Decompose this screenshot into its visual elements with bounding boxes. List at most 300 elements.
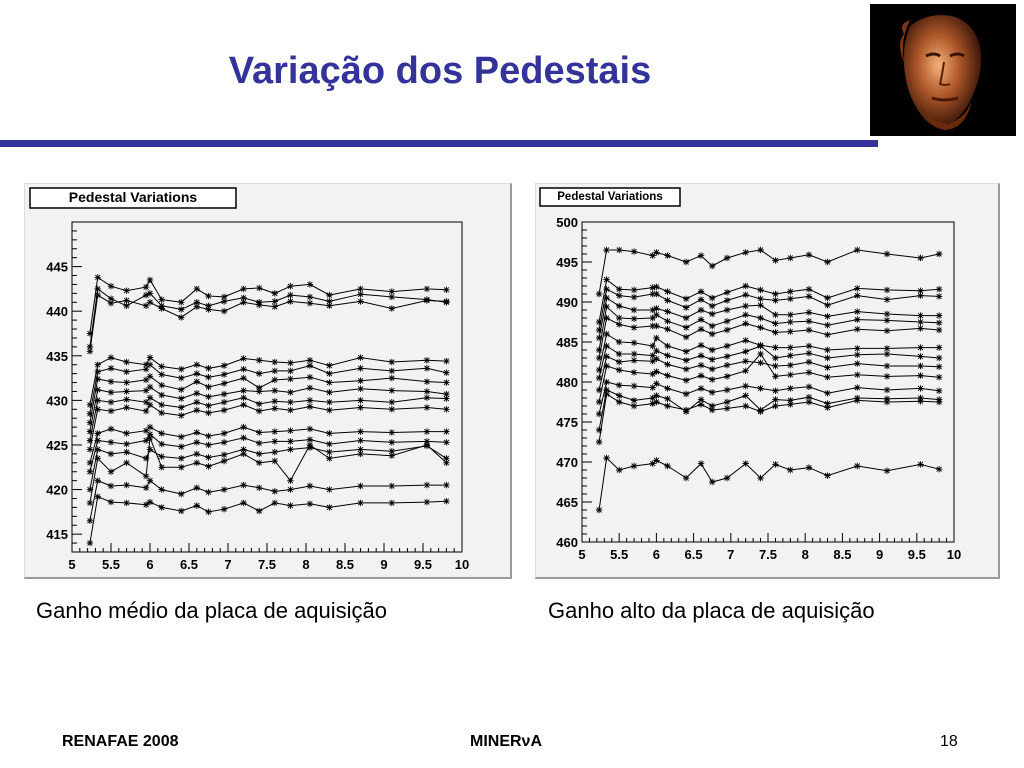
- data-point: [147, 290, 153, 296]
- data-point: [205, 433, 211, 439]
- data-point: [205, 394, 211, 400]
- data-point: [757, 385, 763, 391]
- data-point: [159, 305, 165, 311]
- data-point: [664, 372, 670, 378]
- y-tick-label: 415: [46, 527, 68, 543]
- data-point: [917, 398, 923, 404]
- data-point: [709, 356, 715, 362]
- y-tick-label: 445: [46, 259, 68, 275]
- data-point: [698, 288, 704, 294]
- chart-title: Pedestal Variations: [68, 189, 198, 205]
- data-point: [683, 407, 689, 413]
- data-point: [272, 387, 278, 393]
- data-point: [95, 386, 101, 392]
- data-point: [221, 298, 227, 304]
- data-point: [884, 328, 890, 334]
- x-tick-label: 7: [727, 547, 735, 562]
- data-point: [806, 399, 812, 405]
- data-point: [256, 429, 262, 435]
- data-point: [221, 458, 227, 464]
- data-point: [326, 449, 332, 455]
- data-point: [389, 483, 395, 489]
- data-point: [178, 491, 184, 497]
- data-point: [95, 446, 101, 452]
- data-point: [307, 442, 313, 448]
- data-point: [772, 329, 778, 335]
- data-point: [307, 374, 313, 380]
- data-point: [616, 467, 622, 473]
- data-point: [772, 297, 778, 303]
- data-point: [742, 283, 748, 289]
- data-point: [147, 384, 153, 390]
- data-point: [757, 324, 763, 330]
- data-point: [724, 399, 730, 405]
- data-point: [221, 439, 227, 445]
- data-point: [221, 486, 227, 492]
- data-point: [683, 475, 689, 481]
- data-point: [357, 437, 363, 443]
- data-point: [683, 377, 689, 383]
- data-point: [205, 403, 211, 409]
- data-point: [709, 407, 715, 413]
- y-tick-label: 440: [46, 304, 68, 320]
- data-point: [159, 486, 165, 492]
- data-point: [824, 295, 830, 301]
- y-tick-label: 435: [46, 348, 68, 364]
- data-point: [205, 365, 211, 371]
- data-point: [698, 326, 704, 332]
- data-point: [87, 446, 93, 452]
- data-point: [256, 508, 262, 514]
- data-point: [256, 370, 262, 376]
- data-point: [787, 385, 793, 391]
- data-point: [389, 359, 395, 365]
- data-point: [194, 370, 200, 376]
- data-point: [443, 358, 449, 364]
- data-point: [631, 340, 637, 346]
- y-tick-label: 420: [46, 482, 68, 498]
- data-point: [95, 362, 101, 368]
- data-point: [357, 451, 363, 457]
- data-point: [616, 315, 622, 321]
- data-point: [698, 401, 704, 407]
- data-point: [683, 259, 689, 265]
- data-point: [272, 398, 278, 404]
- data-point: [884, 373, 890, 379]
- data-point: [884, 251, 890, 257]
- data-point: [256, 401, 262, 407]
- data-point: [806, 318, 812, 324]
- x-tick-label: 5.5: [101, 557, 121, 572]
- data-point: [854, 352, 860, 358]
- data-point: [443, 439, 449, 445]
- data-point: [178, 375, 184, 381]
- data-point: [787, 401, 793, 407]
- data-point: [854, 463, 860, 469]
- y-tick-label: 465: [556, 495, 578, 510]
- data-point: [256, 302, 262, 308]
- data-point: [787, 362, 793, 368]
- data-point: [936, 388, 942, 394]
- data-point: [596, 439, 602, 445]
- data-point: [194, 399, 200, 405]
- data-point: [824, 332, 830, 338]
- data-point: [240, 500, 246, 506]
- data-point: [221, 380, 227, 386]
- data-point: [772, 388, 778, 394]
- data-point: [664, 463, 670, 469]
- data-point: [256, 451, 262, 457]
- data-point: [653, 368, 659, 374]
- data-point: [424, 365, 430, 371]
- data-point: [287, 407, 293, 413]
- data-point: [787, 467, 793, 473]
- data-point: [772, 257, 778, 263]
- data-point: [194, 429, 200, 435]
- data-point: [806, 343, 812, 349]
- data-point: [108, 499, 114, 505]
- data-point: [240, 375, 246, 381]
- data-point: [917, 255, 923, 261]
- data-point: [884, 311, 890, 317]
- y-tick-label: 430: [46, 393, 68, 409]
- data-point: [664, 252, 670, 258]
- data-point: [287, 399, 293, 405]
- data-point: [87, 348, 93, 354]
- data-point: [806, 464, 812, 470]
- data-point: [287, 428, 293, 434]
- data-point: [724, 373, 730, 379]
- data-point: [742, 460, 748, 466]
- data-point: [178, 444, 184, 450]
- data-point: [824, 302, 830, 308]
- data-point: [757, 360, 763, 366]
- data-point: [709, 389, 715, 395]
- data-point: [936, 320, 942, 326]
- data-point: [664, 385, 670, 391]
- data-point: [123, 441, 129, 447]
- data-point: [631, 316, 637, 322]
- data-point: [824, 374, 830, 380]
- data-point: [178, 314, 184, 320]
- data-point: [698, 460, 704, 466]
- data-point: [698, 342, 704, 348]
- data-point: [936, 286, 942, 292]
- x-tick-label: 8.5: [335, 557, 355, 572]
- data-point: [884, 296, 890, 302]
- data-point: [709, 376, 715, 382]
- data-point: [147, 477, 153, 483]
- data-point: [742, 249, 748, 255]
- data-point: [357, 428, 363, 434]
- data-point: [742, 320, 748, 326]
- footer-experiment: MINERνA: [470, 733, 543, 750]
- data-point: [653, 312, 659, 318]
- data-point: [603, 315, 609, 321]
- data-point: [936, 355, 942, 361]
- data-point: [884, 351, 890, 357]
- data-point: [123, 287, 129, 293]
- data-point: [757, 315, 763, 321]
- data-point: [936, 327, 942, 333]
- x-tick-label: 7.5: [257, 557, 277, 572]
- data-point: [205, 463, 211, 469]
- data-point: [742, 358, 748, 364]
- data-point: [307, 300, 313, 306]
- data-point: [603, 363, 609, 369]
- data-point: [240, 395, 246, 401]
- data-point: [854, 308, 860, 314]
- data-point: [307, 501, 313, 507]
- data-point: [221, 371, 227, 377]
- data-point: [272, 438, 278, 444]
- data-point: [616, 339, 622, 345]
- data-point: [272, 405, 278, 411]
- data-point: [272, 359, 278, 365]
- data-point: [194, 304, 200, 310]
- data-point: [194, 390, 200, 396]
- data-point: [917, 312, 923, 318]
- data-point: [742, 292, 748, 298]
- data-point: [389, 294, 395, 300]
- data-point: [95, 430, 101, 436]
- data-point: [95, 477, 101, 483]
- data-point: [884, 468, 890, 474]
- data-point: [603, 295, 609, 301]
- data-point: [683, 357, 689, 363]
- data-point: [936, 251, 942, 257]
- data-point: [221, 308, 227, 314]
- data-point: [424, 428, 430, 434]
- data-point: [806, 327, 812, 333]
- data-point: [884, 399, 890, 405]
- x-tick-label: 10: [454, 557, 470, 572]
- data-point: [806, 350, 812, 356]
- data-point: [884, 317, 890, 323]
- data-point: [178, 434, 184, 440]
- data-point: [917, 319, 923, 325]
- data-point: [917, 292, 923, 298]
- data-point: [806, 293, 812, 299]
- data-point: [757, 475, 763, 481]
- data-point: [724, 327, 730, 333]
- data-point: [824, 390, 830, 396]
- data-point: [108, 389, 114, 395]
- data-point: [936, 293, 942, 299]
- data-point: [87, 469, 93, 475]
- chart-panel-left: [24, 183, 512, 579]
- data-point: [824, 364, 830, 370]
- data-point: [824, 313, 830, 319]
- data-point: [884, 287, 890, 293]
- data-point: [143, 284, 149, 290]
- data-point: [194, 362, 200, 368]
- data-point: [159, 363, 165, 369]
- data-point: [824, 472, 830, 478]
- data-point: [123, 379, 129, 385]
- data-point: [631, 403, 637, 409]
- data-point: [616, 382, 622, 388]
- data-point: [683, 315, 689, 321]
- data-point: [143, 408, 149, 414]
- data-point: [307, 294, 313, 300]
- data-point: [443, 482, 449, 488]
- data-point: [287, 283, 293, 289]
- data-point: [123, 460, 129, 466]
- data-point: [123, 359, 129, 365]
- data-point: [683, 334, 689, 340]
- data-point: [772, 355, 778, 361]
- x-tick-label: 5: [578, 547, 586, 562]
- data-point: [424, 297, 430, 303]
- y-tick-label: 425: [46, 437, 68, 453]
- data-point: [603, 455, 609, 461]
- data-point: [147, 395, 153, 401]
- data-point: [272, 449, 278, 455]
- data-point: [108, 439, 114, 445]
- data-point: [159, 402, 165, 408]
- data-point: [123, 500, 129, 506]
- data-point: [95, 286, 101, 292]
- data-point: [854, 384, 860, 390]
- data-point: [653, 305, 659, 311]
- chart-title-box: [540, 188, 680, 206]
- data-point: [653, 380, 659, 386]
- data-point: [221, 430, 227, 436]
- data-point: [326, 430, 332, 436]
- data-point: [178, 366, 184, 372]
- data-point: [287, 438, 293, 444]
- data-point: [698, 372, 704, 378]
- data-point: [123, 482, 129, 488]
- data-point: [631, 351, 637, 357]
- data-point: [664, 352, 670, 358]
- data-point: [287, 502, 293, 508]
- y-tick-label: 475: [556, 415, 578, 430]
- data-point: [724, 289, 730, 295]
- data-point: [159, 504, 165, 510]
- data-point: [272, 458, 278, 464]
- data-point: [683, 296, 689, 302]
- data-point: [724, 387, 730, 393]
- data-point: [443, 379, 449, 385]
- data-point: [205, 489, 211, 495]
- data-point: [603, 379, 609, 385]
- data-point: [95, 369, 101, 375]
- data-point: [272, 377, 278, 383]
- data-point: [757, 351, 763, 357]
- data-point: [653, 399, 659, 405]
- data-point: [631, 307, 637, 313]
- data-point: [757, 296, 763, 302]
- data-point: [389, 387, 395, 393]
- caption-medium-gain: Ganho médio da placa de aquisição: [36, 598, 388, 623]
- data-point: [824, 355, 830, 361]
- data-point: [326, 303, 332, 309]
- data-point: [123, 396, 129, 402]
- data-point: [787, 328, 793, 334]
- data-point: [123, 430, 129, 436]
- data-point: [653, 335, 659, 341]
- data-point: [205, 384, 211, 390]
- data-point: [724, 307, 730, 313]
- data-point: [603, 286, 609, 292]
- data-point: [698, 362, 704, 368]
- data-point: [603, 353, 609, 359]
- data-point: [806, 369, 812, 375]
- data-point: [664, 403, 670, 409]
- data-point: [683, 304, 689, 310]
- data-point: [936, 399, 942, 405]
- data-point: [724, 343, 730, 349]
- x-tick-label: 6.5: [684, 547, 703, 562]
- data-point: [272, 428, 278, 434]
- data-point: [240, 435, 246, 441]
- data-point: [272, 500, 278, 506]
- data-point: [631, 383, 637, 389]
- data-point: [424, 286, 430, 292]
- data-point: [240, 286, 246, 292]
- data-point: [616, 247, 622, 253]
- data-point: [108, 300, 114, 306]
- data-point: [443, 428, 449, 434]
- data-point: [287, 298, 293, 304]
- data-point: [389, 439, 395, 445]
- data-point: [424, 378, 430, 384]
- data-point: [272, 488, 278, 494]
- data-point: [683, 324, 689, 330]
- data-point: [256, 408, 262, 414]
- data-point: [108, 354, 114, 360]
- data-point: [205, 454, 211, 460]
- data-point: [240, 299, 246, 305]
- portrait-image: [870, 4, 1016, 136]
- data-point: [631, 463, 637, 469]
- data-point: [698, 316, 704, 322]
- data-point: [240, 387, 246, 393]
- data-point: [147, 299, 153, 305]
- y-tick-label: 495: [556, 255, 578, 270]
- data-point: [596, 507, 602, 513]
- data-point: [326, 362, 332, 368]
- data-point: [326, 379, 332, 385]
- data-point: [389, 375, 395, 381]
- data-point: [424, 395, 430, 401]
- y-tick-label: 460: [556, 535, 578, 550]
- x-tick-label: 9.5: [907, 547, 926, 562]
- data-point: [95, 397, 101, 403]
- data-point: [307, 397, 313, 403]
- data-point: [631, 324, 637, 330]
- data-point: [194, 439, 200, 445]
- data-point: [240, 355, 246, 361]
- data-point: [159, 392, 165, 398]
- data-point: [772, 312, 778, 318]
- data-point: [683, 366, 689, 372]
- data-point: [147, 354, 153, 360]
- data-point: [205, 306, 211, 312]
- data-point: [178, 455, 184, 461]
- data-point: [917, 363, 923, 369]
- data-point: [787, 255, 793, 261]
- data-point: [854, 285, 860, 291]
- data-point: [287, 446, 293, 452]
- data-point: [240, 482, 246, 488]
- data-point: [307, 403, 313, 409]
- data-point: [631, 287, 637, 293]
- data-point: [664, 343, 670, 349]
- data-point: [698, 307, 704, 313]
